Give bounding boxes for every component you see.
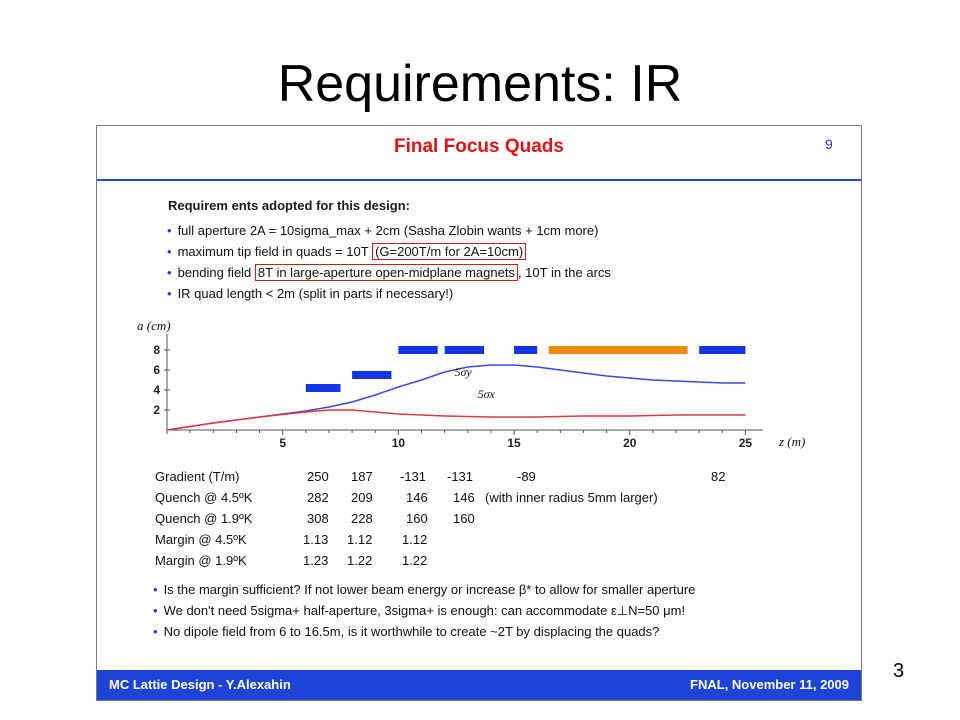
table-cell: -131 <box>400 469 427 484</box>
requirement-text: bending field <box>177 265 255 280</box>
x-tick-label: 10 <box>391 436 406 450</box>
x-tick-label: 25 <box>738 436 753 450</box>
magnet-bar <box>352 371 391 379</box>
table-cell: 1.12 <box>347 532 373 547</box>
table-cell: Gradient (T/m) <box>155 469 240 484</box>
footer-left-text: MC Lattie Design - Y.Alexahin <box>109 677 291 692</box>
footer-right-text: FNAL, November 11, 2009 <box>690 677 849 692</box>
requirements-heading: Requirem ents adopted for this design: <box>168 198 410 213</box>
panel-title: Final Focus Quads <box>394 136 564 157</box>
table-cell: Margin @ 1.9ºK <box>155 553 247 568</box>
table-cell: 146 <box>453 490 475 505</box>
magnet-bar <box>699 346 745 354</box>
highlight-box: 8T in large-aperture open-midplane magnets <box>255 264 518 281</box>
note-text: We don't need 5sigma+ half-aperture, 3sigma+ is enough: can accommodate ε⊥N=50 μm! <box>163 603 686 618</box>
y-tick-label: 6 <box>153 363 160 377</box>
x-tick-label: 20 <box>623 436 637 450</box>
magnet-bar <box>306 384 341 392</box>
magnet-bar <box>398 346 437 354</box>
x-axis-label: z (m) <box>779 434 806 449</box>
requirement-text: IR quad length < 2m (split in parts if necessary!) <box>177 286 454 301</box>
table-cell: 308 <box>307 511 329 526</box>
y-tick-label: 4 <box>153 383 160 397</box>
slide-title: Requirements: IR <box>277 55 683 113</box>
requirement-item <box>167 220 611 241</box>
table-cell: 82 <box>711 469 726 484</box>
table-cell: 1.23 <box>303 553 329 568</box>
x-tick-label: 15 <box>507 436 521 450</box>
notes-list <box>153 579 695 642</box>
table-cell: Quench @ 1.9ºK <box>155 511 253 526</box>
table-cell: 209 <box>351 490 373 505</box>
beam-envelope-chart <box>127 316 827 461</box>
note-item <box>153 621 695 642</box>
requirement-text: full aperture 2A = 10sigma_max + 2cm (Sasha Zlobin wants + 1cm more) <box>177 223 599 238</box>
table-cell: -89 <box>517 469 536 484</box>
note-text: No dipole field from 6 to 16.5m, is it worthwhile to create ~2T by displacing the quads? <box>163 624 660 639</box>
table-cell: 160 <box>453 511 475 526</box>
page-number: 3 <box>893 660 905 682</box>
magnet-bar <box>514 346 537 354</box>
table-cell: 1.22 <box>347 553 373 568</box>
table-cell: 1.12 <box>402 532 428 547</box>
bullet-icon: • <box>167 265 172 280</box>
note-text: Is the margin sufficient? If not lower beam energy or increase β* to allow for smaller aperture <box>163 582 696 597</box>
header-rule <box>97 179 861 181</box>
table-cell: 187 <box>351 469 373 484</box>
embedded-slide-panel <box>96 125 862 701</box>
y-tick-label: 8 <box>153 343 160 357</box>
requirement-text: maximum tip field in quads = 10T <box>177 244 373 259</box>
table-cell: Quench @ 4.5ºK <box>155 490 253 505</box>
table-cell: -131 <box>447 469 474 484</box>
series-label: 5σx <box>477 387 495 401</box>
note-item <box>153 600 695 621</box>
table-cell: 282 <box>307 490 329 505</box>
table-cell: 250 <box>307 469 329 484</box>
bullet-icon: • <box>153 603 158 618</box>
highlight-box: (G=200T/m for 2A=10cm) <box>372 243 526 260</box>
table-cell: (with inner radius 5mm larger) <box>485 490 658 505</box>
requirement-text: , 10T in the arcs <box>517 265 611 280</box>
requirement-item <box>167 241 611 262</box>
bullet-icon: • <box>167 223 172 238</box>
magnet-bar <box>445 346 484 354</box>
panel-footer-bar <box>97 670 861 700</box>
bullet-icon: • <box>153 624 158 639</box>
series-line <box>167 410 745 430</box>
magnet-bar <box>549 346 688 354</box>
table-cell: 146 <box>406 490 428 505</box>
bullet-icon: • <box>167 244 172 259</box>
table-cell: 228 <box>351 511 373 526</box>
requirement-item <box>167 262 611 283</box>
table-cell: 1.22 <box>402 553 428 568</box>
requirements-list <box>167 220 611 304</box>
table-cell: 160 <box>406 511 428 526</box>
y-axis-label: a (cm) <box>137 318 171 333</box>
bullet-icon: • <box>167 286 172 301</box>
panel-number: 9 <box>825 136 833 152</box>
requirement-item <box>167 283 611 304</box>
y-tick-label: 2 <box>153 403 160 417</box>
note-item <box>153 579 695 600</box>
table-cell: 1.13 <box>303 532 329 547</box>
bullet-icon: • <box>153 582 158 597</box>
x-tick-label: 5 <box>279 436 287 450</box>
table-cell: Margin @ 4.5ºK <box>155 532 247 547</box>
series-label: 5σy <box>454 365 472 379</box>
